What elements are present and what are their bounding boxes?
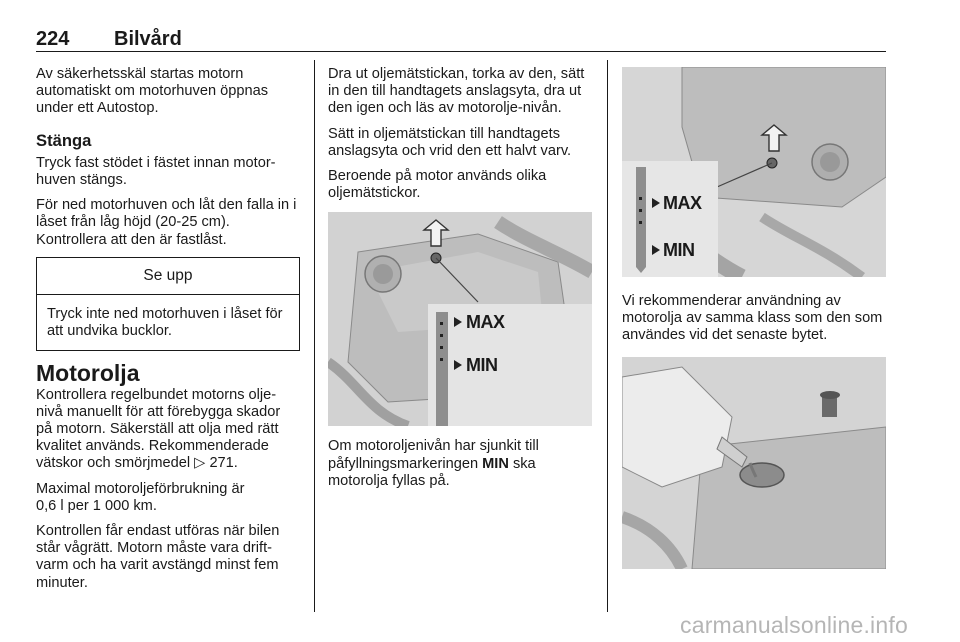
dipstick-paragraph-4: Om motoroljenivån har sjunkit till påfyllningsmarkeringen MIN ska motorolja fyllas på.: [328, 438, 539, 489]
dipstick-paragraph-3: Beroende på motor används olika oljemätstickor.: [328, 168, 547, 202]
intro-paragraph: Av säkerhetsskäl startas motorn automatiskt om motorhuven öppnas under ett Autostop.: [36, 66, 269, 117]
page-reference[interactable]: 271.: [205, 455, 238, 472]
caution-text: Tryck inte ned motorhuven i låset för att undvika bucklor.: [47, 306, 283, 340]
caution-box: [36, 257, 300, 352]
column-middle: [328, 66, 594, 498]
heading-oil: Motorolja: [36, 360, 140, 387]
engine-dipstick-illustration-2: [622, 67, 886, 277]
oil-paragraph-1: Kontrollera regelbundet motorns olje-nivå manuellt för att förebygga skador på motorn. Säkerställ att olja med rätt kvalitet används. Rekommenderade vätskor och smörjmedel ▷ 271.: [36, 386, 281, 472]
dipstick-paragraph-1: Dra ut oljemätstickan, torka av den, sätt in den till handtagets anslagsyta, dra ut den igen och läs av motorolje-nivån.: [328, 66, 585, 117]
dipstick-paragraph-2: Sätt in oljemätstickan till handtagets anslagsyta och vrid den ett halvt varv.: [328, 125, 572, 159]
engine-dipstick-illustration: [328, 212, 592, 426]
heading-close: Stänga: [36, 130, 92, 150]
close-paragraph-1: Tryck fast stödet i fästet innan motor-huven stängs.: [36, 154, 276, 189]
oil-recommendation-paragraph: Vi rekommenderar användning av motorolja av samma klass som den som användes vid det senaste bytet.: [622, 293, 883, 344]
column-left: [36, 66, 300, 600]
figure-max-label: MAX: [466, 312, 505, 333]
page-number: 224: [36, 28, 70, 50]
figure-min-label: MIN: [663, 240, 695, 260]
watermark: carmanualsonline.info: [680, 612, 908, 638]
section-title: Bilvård: [114, 28, 182, 50]
reference-arrow-icon: ▷: [194, 455, 206, 472]
column-divider: [607, 60, 608, 612]
caution-title: Se upp: [37, 258, 299, 295]
figure-max-label: MAX: [663, 193, 702, 213]
column-right: [622, 66, 886, 569]
close-paragraph-2: För ned motorhuven och låt den falla in i låset från låg höjd (20-25 cm). Kontrollera att den är fastlåst.: [36, 197, 297, 248]
oil-paragraph-2: Maximal motoroljeförbrukning är 0,6 l per 1 000 km.: [36, 480, 245, 514]
page-header: [36, 28, 886, 52]
column-divider: [314, 60, 315, 612]
oil-filling-illustration: [622, 357, 886, 569]
figure-min-label: MIN: [466, 355, 498, 376]
oil-paragraph-3: Kontrollen får endast utföras när bilen står vågrätt. Motorn måste vara drift-varm och ha varit avstängd minst fem minuter.: [36, 523, 280, 591]
